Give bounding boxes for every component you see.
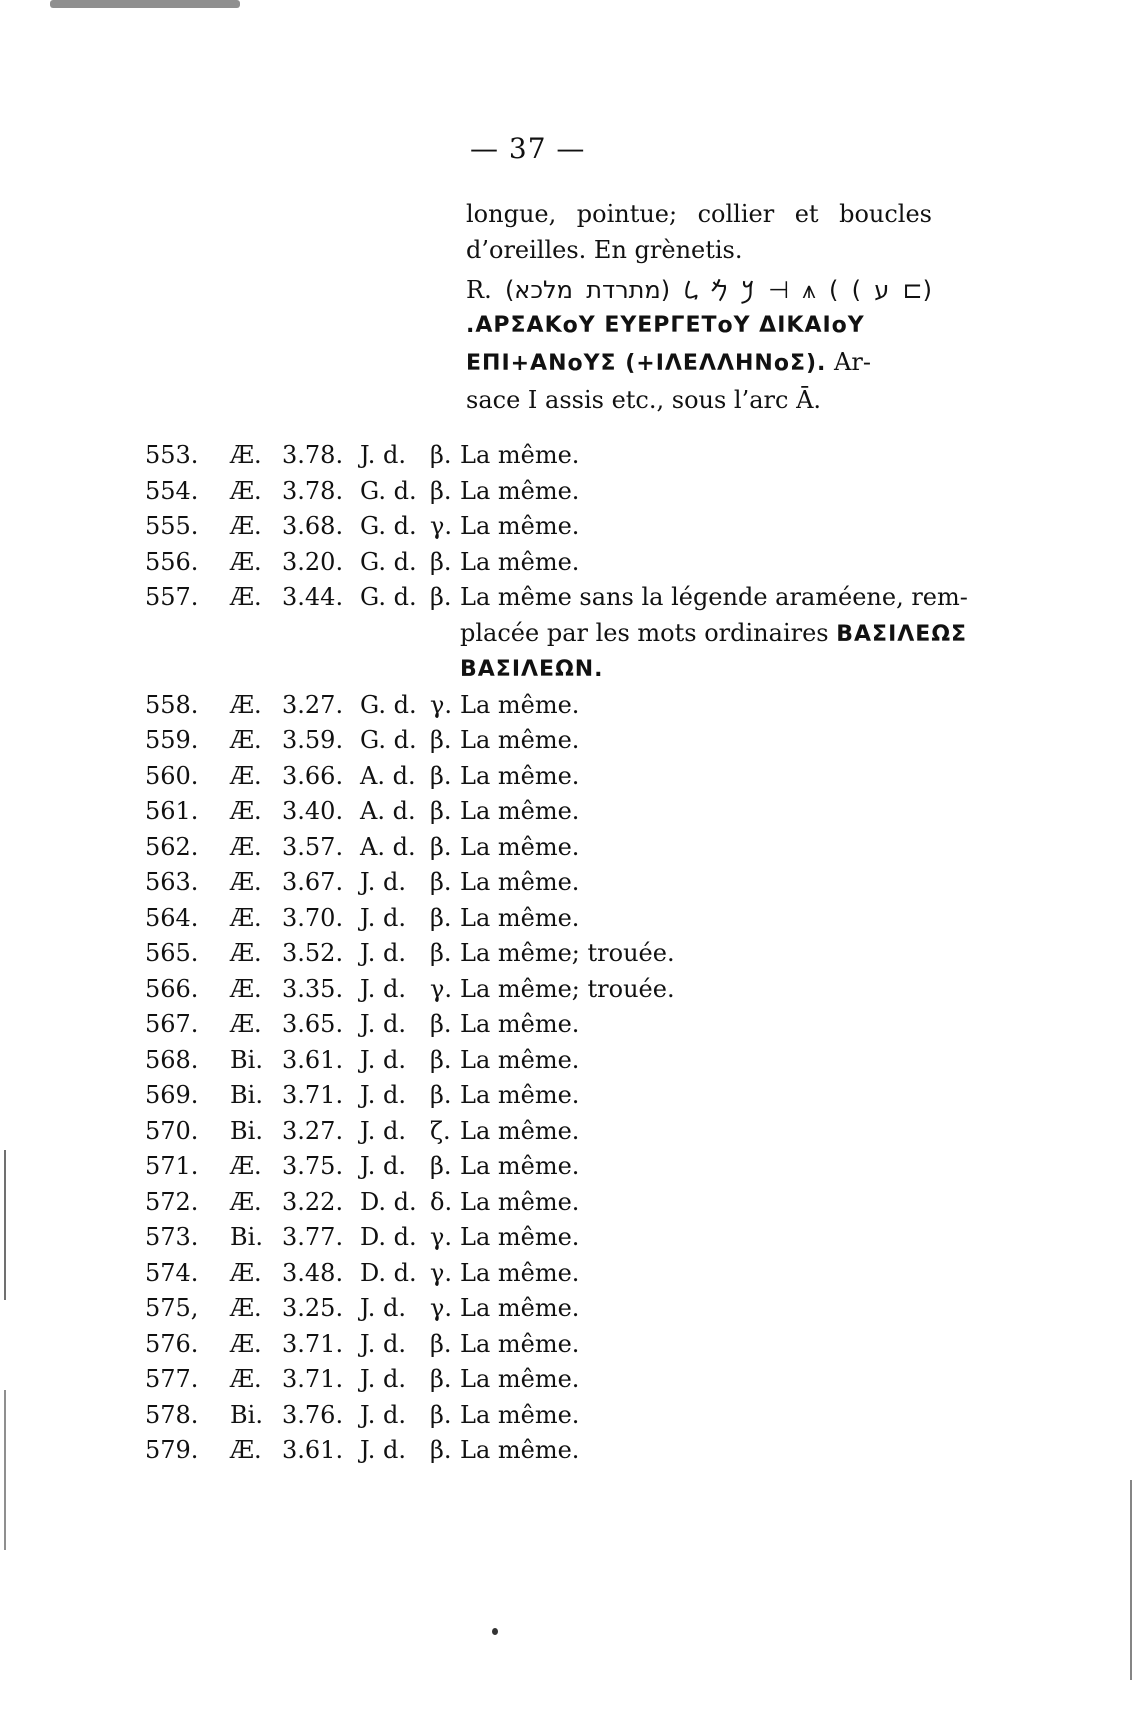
entry-weight: 3.35. <box>282 974 344 1003</box>
entry-metal: Æ. <box>230 1010 262 1038</box>
coin-entry <box>145 723 985 759</box>
intro-line-1: longue, pointue; collier et boucles <box>466 200 932 228</box>
entry-description: La même. <box>460 1294 580 1322</box>
coin-entry <box>145 1220 985 1256</box>
coin-entry <box>145 688 985 724</box>
entry-description: La même. <box>460 441 580 469</box>
entry-class: J. d. <box>360 1116 407 1145</box>
aramaic-legend-script: (⊐ ע ) ) ⩚ ⊢ 𐡊 𐡌 𐡋 <box>683 276 932 304</box>
entry-metal: Æ. <box>230 1258 262 1287</box>
entry-class: J. d. <box>360 939 407 967</box>
entry-class: J. d. <box>360 1294 407 1322</box>
entry-weight: 3.70. <box>282 903 344 932</box>
entry-description: La même; trouée. <box>460 974 675 1003</box>
entry-description: La même. <box>460 1436 580 1464</box>
entry-number: 556. <box>145 547 199 576</box>
entry-metal: Æ. <box>230 1436 262 1464</box>
coin-entry <box>145 972 985 1008</box>
entry-number: 563. <box>145 868 199 896</box>
entry-weight: 3.76. <box>282 1400 344 1429</box>
intro-line-2: d’oreilles. En grènetis. <box>466 236 743 264</box>
entry-ref: β. <box>430 1010 452 1038</box>
scan-edge-line-right <box>1130 1480 1132 1680</box>
coin-entry <box>145 1256 985 1292</box>
aramaic-legend-hebrew: (מתרדת מלכא) <box>504 276 671 304</box>
entry-weight: 3.25. <box>282 1294 344 1322</box>
entry-weight: 3.61. <box>282 1045 344 1074</box>
entry-ref: β. <box>430 1365 452 1393</box>
entry-weight: 3.48. <box>282 1258 344 1287</box>
entry-ref: β. <box>430 1436 452 1464</box>
entry-ref: β. <box>430 583 452 611</box>
entry-description-line-2: placée par les mots ordinaires <box>460 618 829 647</box>
entry-metal: Æ. <box>230 1187 262 1216</box>
entry-ref: β. <box>430 903 452 932</box>
entry-metal: Æ. <box>230 726 262 754</box>
entry-weight: 3.75. <box>282 1152 344 1180</box>
entry-weight: 3.71. <box>282 1329 344 1358</box>
entry-number: 564. <box>145 903 199 932</box>
coin-entry <box>145 1043 985 1079</box>
entry-ref: β. <box>430 761 452 790</box>
entry-class: J. d. <box>360 1400 407 1429</box>
entry-number: 560. <box>145 761 199 790</box>
entry-number: 562. <box>145 832 199 861</box>
intro-line-last: sace I assis etc., sous l’arc Ā. <box>466 386 822 414</box>
entry-class: G. d. <box>360 476 417 505</box>
entry-description: La même. <box>460 868 580 896</box>
entry-metal: Æ. <box>230 476 262 505</box>
entry-class: A. d. <box>360 761 416 790</box>
entry-ref: β. <box>430 1329 452 1358</box>
reverse-prefix: R. <box>466 276 492 304</box>
entry-description: La même. <box>460 1400 580 1429</box>
reverse-legend-line <box>466 272 932 308</box>
entry-number: 572. <box>145 1187 199 1216</box>
coin-entry <box>145 1185 985 1221</box>
entry-weight: 3.78. <box>282 476 344 505</box>
entry-metal: Æ. <box>230 797 262 825</box>
coin-entry <box>145 794 985 830</box>
entry-number: 575, <box>145 1294 199 1322</box>
entry-metal: Æ. <box>230 903 262 932</box>
entry-number: 574. <box>145 1258 199 1287</box>
page-number: — 37 — <box>470 132 586 165</box>
entry-metal: Æ. <box>230 1329 262 1358</box>
entry-description: La même. <box>460 726 580 754</box>
entry-ref: β. <box>430 726 452 754</box>
coin-entry <box>145 1078 985 1114</box>
entry-metal: Æ. <box>230 761 262 790</box>
entry-ref: γ. <box>430 974 452 1003</box>
entry-ref: γ. <box>430 1258 452 1287</box>
scan-edge-line-left <box>4 1150 6 1300</box>
entry-class: J. d. <box>360 1010 407 1038</box>
entry-ref: β. <box>430 547 452 576</box>
entry-metal: Bi. <box>230 1400 263 1429</box>
entry-weight: 3.22. <box>282 1187 344 1216</box>
entry-weight: 3.66. <box>282 761 344 790</box>
entry-weight: 3.44. <box>282 583 344 611</box>
entry-number: 576. <box>145 1329 199 1358</box>
coin-entry <box>145 545 985 581</box>
greek-legend-line-2-text: ΕΠΙ+ΑΝοΥΣ (+ΙΛΕΛΛΗΝοΣ). <box>466 351 827 376</box>
entry-number: 558. <box>145 690 199 719</box>
entry-class: A. d. <box>360 797 416 825</box>
entry-class: J. d. <box>360 441 407 469</box>
entry-description: La même. <box>460 1329 580 1358</box>
entry-metal: Æ. <box>230 547 262 576</box>
entry-description: La même. <box>460 1152 580 1180</box>
greek-legend-line-1: .ΑΡΣΑΚοΥ ΕΥΕΡΓΕΤοΥ ΔΙΚΑΙοΥ <box>466 313 865 338</box>
entry-ref: β. <box>430 1400 452 1429</box>
entry-description: La même. <box>460 761 580 790</box>
entry-weight: 3.20. <box>282 547 344 576</box>
entry-metal: Æ. <box>230 1152 262 1180</box>
entry-weight: 3.27. <box>282 690 344 719</box>
coin-entry <box>145 1149 985 1185</box>
entry-ref: γ. <box>430 1223 452 1251</box>
entry-number: 561. <box>145 797 199 825</box>
entry-number: 554. <box>145 476 199 505</box>
entry-number: 553. <box>145 441 199 469</box>
entry-ref: γ. <box>430 690 452 719</box>
entry-description: La même. <box>460 1187 580 1216</box>
entry-description-block <box>448 580 985 688</box>
entry-description: La même. <box>460 512 580 540</box>
entry-description: La même. <box>460 1258 580 1287</box>
coin-entry <box>145 580 985 688</box>
entry-ref: β. <box>430 441 452 469</box>
coin-entry <box>145 1327 985 1363</box>
coin-entry <box>145 936 985 972</box>
entry-metal: Bi. <box>230 1045 263 1074</box>
entry-class: D. d. <box>360 1187 417 1216</box>
entry-class: J. d. <box>360 1329 407 1358</box>
coin-entry <box>145 1433 985 1469</box>
entry-number: 570. <box>145 1116 199 1145</box>
entry-ref: ζ. <box>430 1116 451 1145</box>
entry-metal: Æ. <box>230 974 262 1003</box>
entry-greek-word-2: ΒΑΣΙΛΕΩΝ. <box>460 657 604 682</box>
coin-entry <box>145 1114 985 1150</box>
coin-entry <box>145 865 985 901</box>
entry-weight: 3.68. <box>282 512 344 540</box>
entry-ref: β. <box>430 1081 452 1109</box>
scan-smudge-top-left <box>50 0 240 8</box>
entry-description-cont <box>460 616 985 653</box>
entry-class: J. d. <box>360 1045 407 1074</box>
entry-description: La même sans la légende araméene, rem- <box>460 583 968 611</box>
entry-class: J. d. <box>360 1436 407 1464</box>
entry-ref: β. <box>430 832 452 861</box>
entry-metal: Bi. <box>230 1081 263 1109</box>
entry-description: La même. <box>460 1116 580 1145</box>
entry-metal: Æ. <box>230 1294 262 1322</box>
greek-legend-line-2 <box>466 344 932 382</box>
entry-description: La même. <box>460 797 580 825</box>
entry-metal: Bi. <box>230 1223 263 1251</box>
greek-legend-line-2-tail: Ar- <box>834 348 871 376</box>
entry-description: La même. <box>460 1045 580 1074</box>
entry-number: 566. <box>145 974 199 1003</box>
entry-ref: δ. <box>430 1187 453 1216</box>
entry-metal: Æ. <box>230 512 262 540</box>
entry-description: La même. <box>460 476 580 505</box>
entry-ref: γ. <box>430 512 452 540</box>
entry-ref: β. <box>430 476 452 505</box>
entry-number: 579. <box>145 1436 199 1464</box>
entry-metal: Æ. <box>230 1365 262 1393</box>
entry-weight: 3.78. <box>282 441 344 469</box>
entry-description: La même. <box>460 1010 580 1038</box>
coin-entry <box>145 901 985 937</box>
entry-metal: Æ. <box>230 441 262 469</box>
entry-number: 577. <box>145 1365 199 1393</box>
entry-class: G. d. <box>360 690 417 719</box>
coin-entry <box>145 474 985 510</box>
entry-class: J. d. <box>360 868 407 896</box>
entry-class: G. d. <box>360 583 417 611</box>
scan-dot-bottom <box>492 1628 498 1635</box>
entry-class: J. d. <box>360 974 407 1003</box>
entry-number: 559. <box>145 726 199 754</box>
entry-description: La même. <box>460 1365 580 1393</box>
entry-ref: β. <box>430 1152 452 1180</box>
entry-ref: β. <box>430 868 452 896</box>
entry-weight: 3.52. <box>282 939 344 967</box>
entry-weight: 3.71. <box>282 1365 344 1393</box>
entry-description: La même. <box>460 832 580 861</box>
coin-entry <box>145 1291 985 1327</box>
entry-number: 569. <box>145 1081 199 1109</box>
entry-class: G. d. <box>360 547 417 576</box>
entry-number: 568. <box>145 1045 199 1074</box>
entry-description: La même. <box>460 547 580 576</box>
entry-description: La même. <box>460 1223 580 1251</box>
entry-class: G. d. <box>360 726 417 754</box>
coin-entry-list <box>145 438 985 1469</box>
entry-metal: Æ. <box>230 583 262 611</box>
coin-entry <box>145 438 985 474</box>
entry-ref: β. <box>430 1045 452 1074</box>
entry-metal: Æ. <box>230 939 262 967</box>
entry-number: 567. <box>145 1010 199 1038</box>
entry-number: 571. <box>145 1152 199 1180</box>
entry-description: La même; trouée. <box>460 939 675 967</box>
entry-metal: Æ. <box>230 690 262 719</box>
entry-description: La même. <box>460 903 580 932</box>
entry-weight: 3.71. <box>282 1081 344 1109</box>
coin-entry <box>145 759 985 795</box>
entry-number: 578. <box>145 1400 199 1429</box>
entry-ref: β. <box>430 797 452 825</box>
entry-weight: 3.57. <box>282 832 344 861</box>
entry-class: D. d. <box>360 1258 417 1287</box>
entry-weight: 3.61. <box>282 1436 344 1464</box>
entry-number: 565. <box>145 939 199 967</box>
entry-weight: 3.27. <box>282 1116 344 1145</box>
entry-number: 555. <box>145 512 199 540</box>
coin-entry <box>145 509 985 545</box>
entry-ref: β. <box>430 939 452 967</box>
entry-greek-word-1: ΒΑΣΙΛΕΩΣ <box>836 621 968 647</box>
entry-description: La même. <box>460 1081 580 1109</box>
coin-entry <box>145 1398 985 1434</box>
entry-metal: Bi. <box>230 1116 263 1145</box>
entry-class: J. d. <box>360 1081 407 1109</box>
entry-class: J. d. <box>360 1365 407 1393</box>
entry-weight: 3.67. <box>282 868 344 896</box>
entry-number: 557. <box>145 583 199 611</box>
entry-number: 573. <box>145 1223 199 1251</box>
entry-description: La même. <box>460 690 580 719</box>
entry-weight: 3.65. <box>282 1010 344 1038</box>
entry-class: D. d. <box>360 1223 417 1251</box>
entry-weight: 3.77. <box>282 1223 344 1251</box>
entry-weight: 3.40. <box>282 797 344 825</box>
entry-continuation-block <box>466 196 932 418</box>
entry-class: J. d. <box>360 1152 407 1180</box>
entry-ref: γ. <box>430 1294 452 1322</box>
entry-class: G. d. <box>360 512 417 540</box>
entry-class: A. d. <box>360 832 416 861</box>
entry-metal: Æ. <box>230 868 262 896</box>
coin-entry <box>145 830 985 866</box>
entry-metal: Æ. <box>230 832 262 861</box>
entry-class: J. d. <box>360 903 407 932</box>
coin-entry <box>145 1362 985 1398</box>
scan-edge-line-left-lower <box>4 1390 6 1550</box>
coin-entry <box>145 1007 985 1043</box>
entry-weight: 3.59. <box>282 726 344 754</box>
